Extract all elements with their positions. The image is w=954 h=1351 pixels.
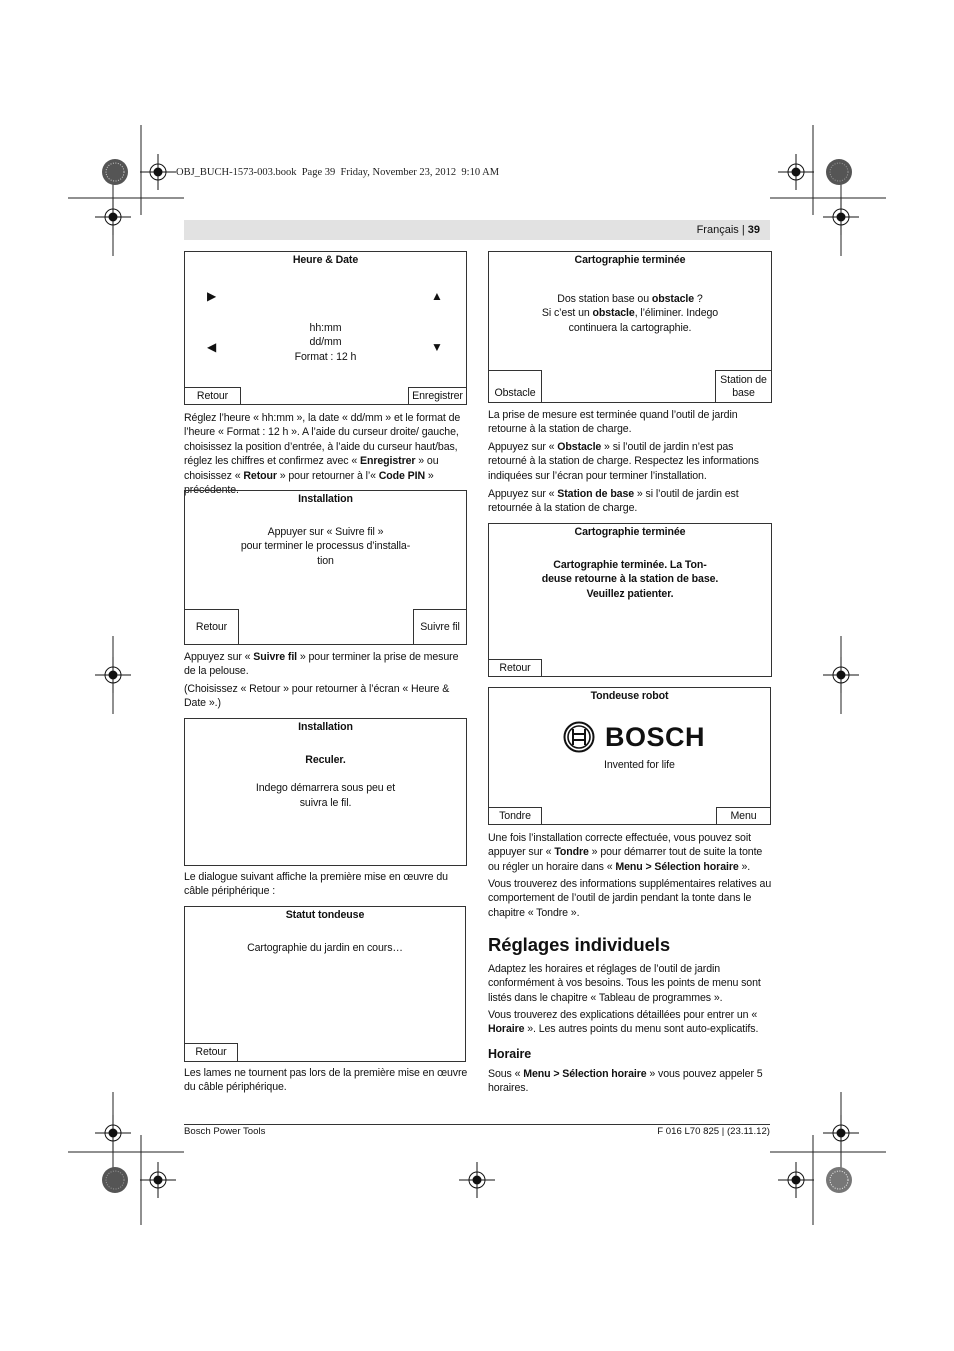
page-header-bar [184, 220, 770, 240]
arrow-right-icon: ▶ [207, 289, 217, 303]
text: Vous trouverez des explications détaillées pour entrer un « [488, 1009, 758, 1021]
footer-right: F 016 L70 825 | (23.11.12) [657, 1126, 770, 1137]
screen-body [185, 321, 466, 364]
screen-mapping-done-returning [488, 523, 772, 677]
screen-title: Installation [298, 721, 353, 733]
paragraph-obstacle [488, 440, 772, 483]
footer-rule [184, 1124, 770, 1125]
screen-text: Appuyer sur « Suivre fil » [267, 526, 384, 538]
screen-text [489, 292, 771, 306]
header-separator: | [741, 224, 745, 236]
screen-body [489, 292, 771, 335]
screen-mapping-done-choice [488, 251, 772, 403]
screen-text: pour terminer le processus d’installa- [240, 540, 411, 553]
text: » pour retourner à l’« [276, 469, 379, 482]
page-number: 39 [747, 224, 760, 236]
bold-text: Retour [243, 469, 277, 482]
text: » vous pouvez appeler 5 horaires. [488, 1068, 763, 1095]
hour-format-field: Format : 12 h [294, 350, 357, 363]
text: Dos station base ou [557, 293, 652, 305]
bosch-logo [563, 721, 705, 753]
screen-text: tion [317, 554, 334, 567]
arrow-down-icon: ▼ [431, 340, 443, 354]
screen-bold-text: Cartographie terminée. La Ton- [553, 559, 707, 571]
screen-bold-text: Reculer. [305, 754, 346, 766]
arrow-left-icon: ◀ [207, 340, 217, 354]
bold-text: Menu > Sélection horaire [523, 1068, 647, 1080]
paragraph-after-install [488, 831, 772, 874]
obstacle-button[interactable]: Obstacle [489, 370, 542, 402]
text: » si l’outil de jardin n’est pas retourné à la station de charge. Respectez les informations indiquées sur l’écran pour terminer l’installation. [488, 441, 759, 482]
text: » précédente. [184, 469, 434, 497]
paragraph-adapt: Adaptez les horaires et réglages de l’outil de jardin conformément à vos besoins. Tous les points de menu sont listés dans le chapitre « Tableau de programmes ». [488, 963, 761, 1004]
subsection-heading: Horaire [488, 1047, 532, 1061]
text: » pour terminer la prise de mesure de la pelouse. [184, 651, 459, 678]
text: ». Les autres points du menu sont auto-explicatifs. [524, 1023, 759, 1036]
screen-body [489, 558, 771, 601]
text: ? [694, 293, 703, 305]
screen-title: Heure & Date [292, 254, 359, 266]
paragraph-follow-wire [184, 650, 468, 679]
screen-robot-mower-home [488, 687, 771, 825]
text: » si l’outil de jardin est retournée à la station de charge. [488, 488, 739, 515]
arrow-up-icon: ▲ [431, 289, 443, 303]
bold-text: Enregistrer [359, 455, 416, 468]
screen-text: suivra le fil. [299, 796, 352, 809]
bold-text: Tondre [554, 846, 589, 859]
screen-text: Cartographie du jardin en cours… [247, 942, 403, 954]
screen-installation-follow-wire [184, 490, 467, 645]
screen-text [489, 306, 771, 320]
screen-time-date [184, 251, 467, 405]
text: Une fois l’installation correcte effectuée, vous pouvez soit appuyer sur « [488, 832, 751, 859]
screen-title: Cartographie terminée [574, 254, 686, 266]
paragraph-time-instructions [184, 411, 468, 497]
save-button[interactable]: Enregistrer [408, 387, 466, 404]
text: Appuyez sur « [488, 488, 558, 500]
screen-title: Installation [298, 493, 353, 505]
text: » ou choisissez « [184, 455, 439, 482]
text: » pour démarrer tout de suite la tonte ou régler un horaire dans « [488, 846, 763, 873]
language-label: Français [696, 224, 739, 236]
bosch-wordmark: BOSCH [605, 722, 706, 752]
menu-button[interactable]: Menu [716, 807, 770, 824]
mow-button[interactable]: Tondre [489, 807, 542, 824]
paragraph-blades-note: Les lames ne tournent pas lors de la première mise en œuvre du câble périphérique. [184, 1067, 468, 1094]
bold-text: obstacle [592, 307, 635, 320]
paragraph-schedules [488, 1067, 772, 1096]
bold-text: Obstacle [557, 441, 602, 453]
screen-body [185, 525, 466, 568]
date-format-field: dd/mm [309, 336, 342, 349]
print-header: OBJ_BUCH-1573-003.book Page 39 Friday, November 23, 2012 9:10 AM [176, 167, 500, 178]
screen-body [185, 753, 466, 810]
text: Sous « [488, 1068, 524, 1080]
screen-text: continuera la cartographie. [568, 321, 692, 334]
text: Si c’est un [541, 307, 593, 320]
screen-body [185, 941, 465, 955]
paragraph-base-station [488, 487, 772, 516]
paragraph-explanations [488, 1008, 772, 1037]
button-label: base [732, 386, 755, 399]
back-button[interactable]: Retour [185, 387, 241, 404]
bold-text: obstacle [651, 293, 695, 305]
text: ». [738, 860, 751, 873]
text: , l’éliminer. Indego [634, 307, 719, 320]
time-format-field: hh:mm [309, 322, 342, 334]
bold-text: Station de base [557, 488, 635, 500]
screen-title: Statut tondeuse [285, 909, 365, 921]
follow-wire-button[interactable]: Suivre fil [413, 609, 466, 644]
slogan: Invented for life [604, 759, 675, 771]
screen-text: Indego démarrera sous peu et [255, 782, 396, 795]
screen-title: Cartographie terminée [574, 526, 686, 538]
paragraph-more-info: Vous trouverez des informations supplémentaires relatives au comportement de l’outil de jardin pendant la tonte dans le chapitre « Tondre ». [488, 878, 772, 919]
back-button[interactable]: Retour [489, 659, 542, 676]
back-button[interactable]: Retour [185, 609, 239, 644]
text: Appuyez sur « [184, 651, 254, 663]
text: Appuyez sur « [488, 441, 558, 453]
paragraph-mapping-end: La prise de mesure est terminée quand l’outil de jardin retourne à la station de charge. [488, 409, 738, 436]
section-heading: Réglages individuels [488, 934, 671, 955]
bold-text: Code PIN [378, 469, 426, 482]
back-button[interactable]: Retour [185, 1043, 238, 1061]
paragraph-back-note: (Choisissez « Retour » pour retourner à l’écran « Heure & Date ».) [184, 683, 450, 710]
screen-installation-reverse [184, 718, 467, 866]
text: Réglez l’heure « hh:mm », la date « dd/mm » et le format de l’heure « Format : 12 h ». A l’aide du curseur droite/ gauche, choisissez la position d’entrée, à l’aide du curseur haut/bas, réglez les chiffres et confirmez avec « [184, 412, 461, 468]
screen-title: Tondeuse robot [590, 690, 669, 702]
screen-mower-status [184, 906, 466, 1062]
bold-text: Horaire [488, 1023, 525, 1036]
paragraph-dialog-intro: Le dialogue suivant affiche la première mise en œuvre du câble périphérique : [184, 871, 448, 898]
bold-text: Menu > Sélection horaire [615, 860, 739, 873]
button-label: Station de [720, 373, 767, 386]
screen-bold-text: deuse retourne à la station de base. [541, 573, 719, 586]
screen-bold-text: Veuillez patienter. [586, 587, 674, 600]
footer-left: Bosch Power Tools [184, 1126, 266, 1137]
base-station-button[interactable] [715, 370, 771, 402]
bosch-armature-icon [563, 721, 595, 753]
bold-text: Suivre fil [253, 651, 298, 663]
